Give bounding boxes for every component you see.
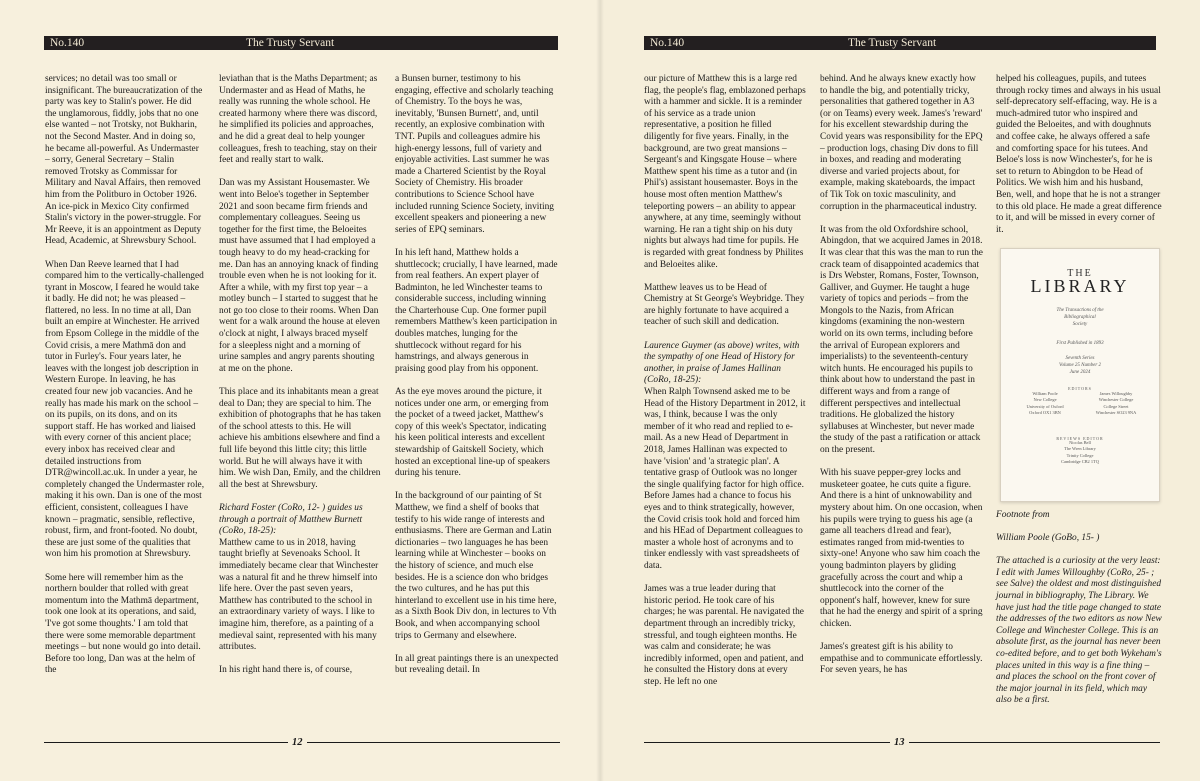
column-3 [395, 74, 559, 688]
book-series: Seventh Series Volume 25 Number 2 June 2024 [1058, 355, 1102, 375]
book-reviews-editor: Nicolas Bell The Wren Library Trinity College Cambridge CB2 1TQ [1061, 439, 1099, 465]
paragraph: In all great paintings there is an unexpected but revealing detail. In [395, 653, 559, 676]
paragraph: In his right hand there is, of course, [219, 665, 353, 676]
footnote-text: The attached is a curiosity at the very least: I edit with James Willoughby (CoRo, 25- ; see Salve) the oldest and most distinguished journal in bibliography, The Library. We have just had the title page changed to state the addresses of the two editors as now New College and Winchester College. This is an absolute first, as the journal has never been co-edited before, and to get both Wykeham's places united in this way is a fine thing – and places the school on the front cover of the major journal in its field, which may also be a first. [996, 556, 1162, 706]
paragraph: When Dan Reeve learned that I had compared him to the vertically-challenged tyrant in Moscow, I feared he would take it badly. He did not; he was pleased – flattered, no less. In no time at all, Dan built an empire at Winchester. He arrived from Epsom College in the middle of the Covid crisis, a mere Mathmā don and tutor in Furley's. Four years later, he leaves with the longest job description in Western Europe. In leaving, he has created four new job vacancies. And he really has made his mark on the school – on its pupils, on its dons, and on its support staff. He has worked and liaised with every corner of this ancient place; every inbox has received clear and detailed instructions from DTR@wincoll.ac.uk. In under a year, he completely changed the Undermaster role, making it his own. Dan is one of the most efficient, consistent, colleagues I have known – pragmatic, sensible, reflective, robust, firm, and front-footed. No doubt, these are just some of the qualities that won him his promotion at Shrewsbury. [45, 259, 205, 560]
paragraph: It was from the old Oxfordshire school, Abingdon, that we acquired James in 2018. It was clear that this was the man to run the crack team of disappointed academics that is Drs Webster, Romans, Foster, Townson, Galliver, and Guymer. He taught a huge variety of topics and periods – from the Mongols to the Nazis, from African kingdoms (examining the non-western world on its own terms, including before the arrival of European explorers and imperialists) to the seventeenth-century witch hunts. He encouraged his pupils to think about how to understand the past in different ways and from a range of different perspectives and intellectual traditions. He globalized the history syllabuses at Winchester, but never made the study of the past a ratification or attack on the present. [820, 224, 983, 455]
book-the: THE [1067, 267, 1093, 279]
byline: Laurence Guymer (as above) writes, with the sympathy of one Head of History for another, in praise of James Hallinan (CoRo, 18-25): [644, 340, 800, 386]
book-editor-2: James Willoughby Winchester College College Street Winchester SO23 9NA [1095, 390, 1137, 416]
running-header [44, 36, 558, 50]
magazine-title: The Trusty Servant [848, 37, 937, 49]
paragraph: Matthew came to us in 2018, having taught briefly at Sevenoaks School. It immediately became clear that Winchester was a natural fit and he threw himself into life here. Over the past seven years, Matthew has contributed to the school in an extraordinary variety of ways. I like to imagine him, therefore, as a painting of a medieval saint, represented with his many attributes. [219, 537, 379, 653]
byline: Richard Foster (CoRo, 12- ) guides us through a portrait of Matthew Burnett (CoRo, 18-25): [219, 502, 363, 537]
paragraph: This place and its inhabitants mean a great deal to Dan; they are special to him. The exhibition of photographs that he has taken of the school attests to this. He will achieve his ambitions elsewhere and find a full life beyond this little city; this little world. But he will always have it with him. We wish Dan, Emily, and the children all the best at Shrewsbury. [219, 387, 381, 490]
running-header [644, 36, 1156, 50]
paragraph: leviathan that is the Maths Department; as Undermaster and as Head of Maths, he really was running the whole school. He created harmony where there was discord, he simplified its policies and approaches, and he did a great deal to help younger colleagues, fresh to teaching, stay on their feet and really start to walk. [219, 74, 378, 166]
column-3 [996, 74, 1162, 719]
paragraph: With his suave pepper-grey locks and musketeer goatee, he cuts quite a figure. And there is a hint of unknowability and mystery about him. On one occasion, when his pupils were trying to guess his age (a game all teachers d1read and fear), estimates ranged from mid-twenties to sixty-one! Anyone who saw him coach the young badminton players by gliding gracefully across the court and whip a shuttlecock into the corner of the opponent's half, however, knew for sure that he had the energy and spirit of a spring chicken. [820, 468, 983, 629]
footnote-heading: Footnote from [996, 509, 1050, 520]
book-subtitle: The Transactions of the Bibliographical Society [1056, 307, 1104, 327]
paragraph: James was a true leader during that historic period. He took care of his charges; he was parental. He navigated the department through an incredibly tricky, stressful, and tough eighteen months. He was calm and considerate; he was incredibly informed, open and patient, and he consulted the History dons at every step. He left no one [644, 584, 804, 687]
spine-gutter [596, 0, 604, 781]
paragraph: James's greatest gift is his ability to empathise and to communicate effortlessly. For seven years, he has [820, 642, 983, 676]
column-1 [644, 74, 806, 700]
paragraph: services; no detail was too small or insignificant. The bureaucratization of the party was key to Stalin's power. He did the unglamorous, fiddly, jobs that no one else wanted – not Trotsky, not Bukharin, not the Second Master. And in doing so, he became all-powerful. As Undermaster – sorry, General Secretary – Stalin removed Trotsky as Commissar for Military and Naval Affairs, then removed him from the Politburo in October 1926. An ice-pick in Mexico City confirmed Stalin's victory in the power-struggle. For Mr Reeve, it is an appointment as Deputy Head, Academic, at Shrewsbury School. [45, 74, 203, 247]
paragraph: As the eye moves around the picture, it notices under one arm, or emerging from the pocket of a tweed jacket, Matthew's copy of this week's Spectator, indicating his keen political interests and excellent stewardship of Gaitskell Society, which hosted an exceptional line-up of speakers during his tenure. [395, 387, 550, 479]
paragraph: Some here will remember him as the northern boulder that rolled with great momentum into the Mathmā department, took one look at its operations, and said, 'I've got some thoughts.' I am told that there were some memorable department meetings – but none would go into detail. Before too long, Dan was at the helm of the [45, 572, 201, 676]
column-1 [45, 74, 205, 688]
issue-number: No.140 [650, 37, 685, 49]
book-editors-label: EDITORS [1068, 385, 1092, 391]
paragraph: behind. And he always knew exactly how to handle the big, and potentially tricky, personalities that gathered together in A3 (or on Teams) every week. James's 'reward' for his excellent stewardship during the Covid years was responsibility for the EPQ – production logs, chasing Div dons to fill in boxes, and reading and moderating diverse and varied projects about, for example, making skateboards, the impact of Tik Tok on toxic masculinity, and corruption in the pharmaceutical industry. [820, 74, 983, 212]
paragraph: Dan was my Assistant Housemaster. We went into Beloe's together in September 2021 and soon became firm friends and complementary colleagues. Seeing us together for the first time, the Beloeites must have assumed that I had employed a tough heavy to do my head-cracking for me. Dan has an annoying knack of finding trouble even when he is not looking for it. After a while, with my first top year – a motley bunch – I started to suggest that he not go too close to their rooms. When Dan went for a walk around the house at eleven o'clock at night, I always braced myself for a sleepless night and a morning of urine samples and angry parents shouting at me on the phone. [219, 178, 380, 374]
paragraph: When Ralph Townsend asked me to be Head of the History Department in 2012, it was, I think, because I was the only member of it who read and replied to e-mail. As a new Head of Department in 2018, James Hallinan was expected to have 'vision' and 'a strategic plan'. A tentative grasp of Outlook was no longer the single qualifying factor for high office. Before James had a chance to focus his eyes and to think strategically, however, the Covid crisis took hold and forced him and his HEad of Department colleagues to master a whole host of acronyms and to tinker endlessly with vast spreadsheets of data. [644, 387, 806, 571]
paragraph: a Bunsen burner, testimony to his engaging, effective and scholarly teaching of Chemistry. To the boys he was, inevitably, 'Bunsen Burnett', and, until recently, an explosive combination with TNT. Pupils and colleagues admire his high-energy lessons, full of variety and enjoyable activities. Last summer he was made a Chartered Scientist by the Royal Society of Chemistry. His broader contributions to Science School have included running Science Society, inviting excellent speakers and pioneering a new series of EPQ seminars. [395, 74, 554, 235]
issue-number: No.140 [50, 37, 85, 49]
column-2 [219, 74, 381, 688]
page-number: 13 [890, 737, 909, 748]
page-number: 12 [288, 737, 307, 748]
book-reviews-label: REVIEWS EDITOR [1056, 435, 1104, 441]
paragraph: helped his colleagues, pupils, and tutees through rocky times and always in his usual self-deprecatory self-effacing, way. He is a much-admired tutor who inspired and guided the Beloeites, and with doughnuts and coffee cake, he always offered a safe and comforting space for his tutees. And Beloe's loss is now Winchester's, for he is set to return to Abingdon to be Head of Politics. We wish him and his husband, Ben, well, and hope that he is not a stranger to this old place. He made a great difference to it, and will be missed in every corner of it. [996, 74, 1162, 235]
library-title-page-image [1000, 248, 1160, 502]
magazine-title: The Trusty Servant [246, 37, 335, 49]
column-2 [820, 74, 984, 688]
right-page [600, 0, 1200, 781]
book-editor-1: William Poole New College University of Oxford Oxford OX1 3BN [1026, 390, 1064, 416]
paragraph: our picture of Matthew this is a large red flag, the people's flag, emblazoned perhaps with a hammer and sickle. It is a reminder of his service as a trade union representative, a position he filled diligently for five years. Finally, in the background, are two great mansions – Sergeant's and Kingsgate House – where Matthew spent his time as a tutor and (in Phil's) assistant housemaster. Boys in the house most often mention Matthew's teleporting powers – an ability to appear anywhere, at any time, seemingly without warning. He ran a tight ship on his duty nights but always had time for pupils. He is regarded with great fondness by Philites and Beloeites alike. [644, 74, 806, 270]
paragraph: In his left hand, Matthew holds a shuttlecock; crucially, I have learned, made from real feathers. An expert player of Badminton, he led Winchester teams to considerable success, including winning the Charterhouse Cup. One former pupil remembers Matthew's keen participation in doubles matches, lunging for the shuttlecock without regard for his hamstrings, and always generous in praising good play from his opponent. [395, 247, 558, 374]
book-title: LIBRARY [1030, 275, 1130, 296]
paragraph: Matthew leaves us to be Head of Chemistry at St George's Weybridge. They are highly fortunate to have acquired a teacher of such skill and dedication. [644, 282, 805, 328]
paragraph: In the background of our painting of St Matthew, we find a shelf of books that testify to his wide range of interests and enthusiasms. There are German and Latin dictionaries – two languages he has been learning while at Winchester – books on the history of science, and much else besides. He is a science don who bridges the two cultures, and he has put this hinterland to excellent use in his time here, as a Sixth Book Div don, in lectures to Vth Book, and when accompanying school trips to Germany and elsewhere. [395, 491, 557, 641]
book-first-published: First Published in 1893 [1056, 340, 1104, 346]
footnote-author: William Poole (GoBo, 15- ) [996, 533, 1100, 544]
